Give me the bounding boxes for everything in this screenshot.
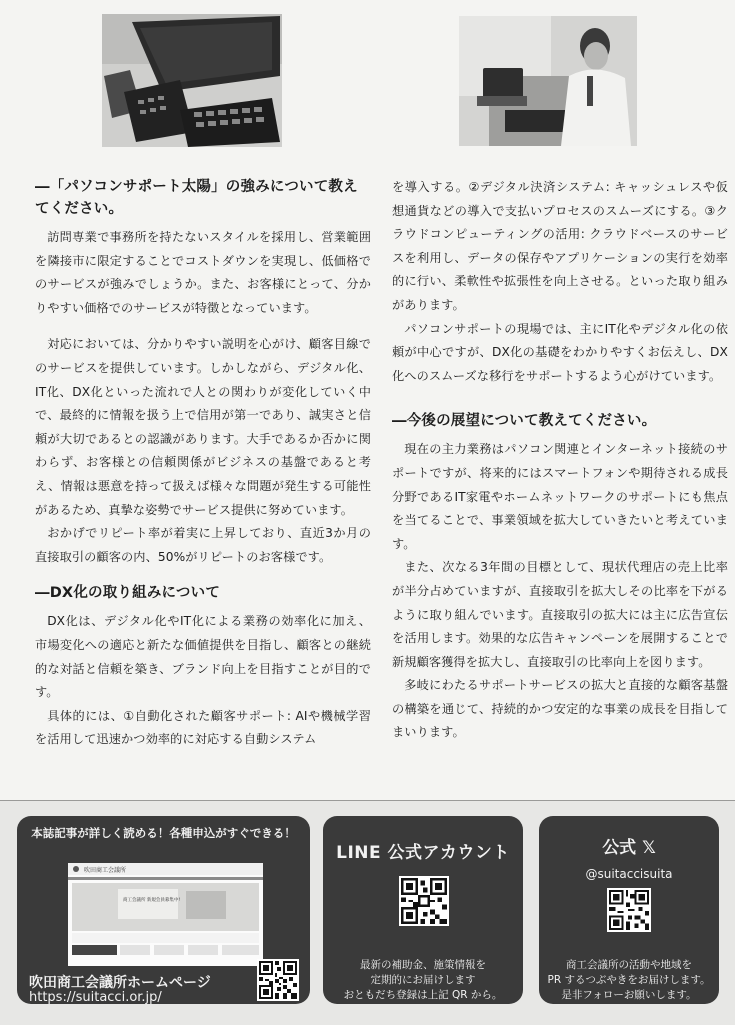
paragraph: を導入する。②デジタル決済システム: キャッシュレスや仮想通貨などの導入で支払いプロセスのスムーズにする。③クラウドコンピューティングの活用: クラウドベースのサービスを利用し、データの保存やアプリケーションの実行を効率的に行い、柔軟性や拡張性を向上させる。といった取り組みがあります。 (392, 180, 728, 312)
paragraph: 具体的には、①自動化された顧客サポート: AIや機械学習を活用して迅速かつ効率的に対応する自動システム (35, 708, 371, 747)
paragraph: 現在の主力業務はパソコン関連とインターネット接続のサポートですが、将来的にはスマートフォンや期待される成長分野であるIT家電やホームネットワークのサポートにも焦点を当てることで、事業領域を拡大していきたいと考えています。 (392, 442, 728, 551)
x-description-line: PR するつぶやきをお届けします。 (547, 974, 711, 986)
line-description-line: 定期的にお届けします (370, 974, 476, 986)
section-heading-strengths: ―「パソコンサポート太陽」の強みについて教えてください。 (35, 179, 358, 217)
section-heading-dx: ―DX化の取り組みについて (35, 585, 221, 602)
line-description (323, 958, 523, 1003)
paragraph: パソコンサポートの現場では、主にIT化やデジタル化の依頼が中心ですが、DX化の基礎をわかりやすくお伝えし、DX化へのスムーズな移行をサポートするよう心がけています。 (392, 321, 728, 383)
homepage-screenshot (68, 863, 263, 966)
x-description-line: 是非フォローお願いします。 (561, 989, 697, 1001)
article-column-right (392, 176, 728, 745)
x-title: 公式 𝕏 (602, 838, 656, 858)
paragraph: DX化は、デジタル化やIT化による業務の効率化に加え、市場変化への適応と新たな価値提供を目指し、顧客との継続的な対話と信頼を築き、ブランド向上を目指すことが目的です。 (35, 614, 371, 700)
homepage-title: 吹田商工会議所ホームページ (29, 975, 211, 991)
x-qr-code[interactable] (607, 888, 651, 932)
paragraph: おかげでリピート率が着実に上昇しており、直近3か月の直接取引の顧客の内、50%がリピートのお客様です。 (35, 526, 371, 564)
homepage-caption: 本誌記事が詳しく読める！各種申込がすぐできる！ (31, 826, 296, 840)
paragraph: 多岐にわたるサポートサービスの拡大と直接的な顧客基盤の構築を通じて、持続的かつ安定的な事業の成長を目指してまいります。 (392, 678, 728, 740)
line-description-line: おともだち登録は上記 QR から。 (343, 989, 503, 1001)
x-handle[interactable]: @suitaccisuita (585, 867, 673, 881)
homepage-screenshot-banner: 商工会議所 新規会員募集中! (123, 898, 181, 903)
homepage-qr-code[interactable] (257, 959, 299, 1001)
homepage-url[interactable]: https://suitacci.or.jp/ (29, 990, 162, 1004)
section-heading-outlook: ―今後の展望について教えてください。 (392, 413, 657, 430)
paragraph: 訪問専業で事務所を持たないスタイルを採用し、営業範囲を隣接市に限定することでコストダウンを実現し、低価格でのサービスが強みでしょうか。また、お客様にとって、分かりやすい価格でのサービスが特徴となっています。 (35, 230, 371, 315)
line-card[interactable] (323, 816, 523, 1004)
x-description (539, 958, 719, 1003)
keyboards-photo (102, 14, 282, 147)
paragraph: 対応においては、分かりやすい説明を心がけ、顧客目線でのサービスを提供しています。しかしながら、デジタル化、IT化、DX化といった流れで人との関わりが変化していく中で、最終的に情報を扱う上で信用が第一であり、誠実さと信頼が大切であるとの認識があります。大手であるか否かに関わらず、お客様との信頼関係がビジネスの基盤であると考え、情報は悪意を持って扱えば様々な問題が発生する可能性があるため、真摯な姿勢でサービス提供に努めています。 (35, 337, 371, 517)
technician-photo (459, 16, 637, 146)
homepage-screenshot-header: 吹田商工会議所 (84, 867, 127, 874)
footer-banner (0, 800, 735, 1025)
article-column-left (35, 176, 371, 752)
x-description-line: 商工会議所の活動や地域を (566, 959, 692, 971)
paragraph: また、次なる3年間の目標として、現状代理店の売上比率が半分占めていますが、直接取引を拡大しその比率を下がるように取り組んでいます。直接取引の拡大には主に広告宣伝を活用します。効果的な広告キャンペーンを展開することで新規顧客獲得を拡大し、直接取引の比率向上を図ります。 (392, 560, 728, 669)
x-card[interactable] (539, 816, 719, 1004)
line-title: LINE 公式アカウント (336, 843, 510, 863)
line-qr-code[interactable] (399, 876, 449, 926)
homepage-card[interactable] (17, 816, 310, 1004)
line-description-line: 最新の補助金、施策情報を (360, 959, 486, 971)
